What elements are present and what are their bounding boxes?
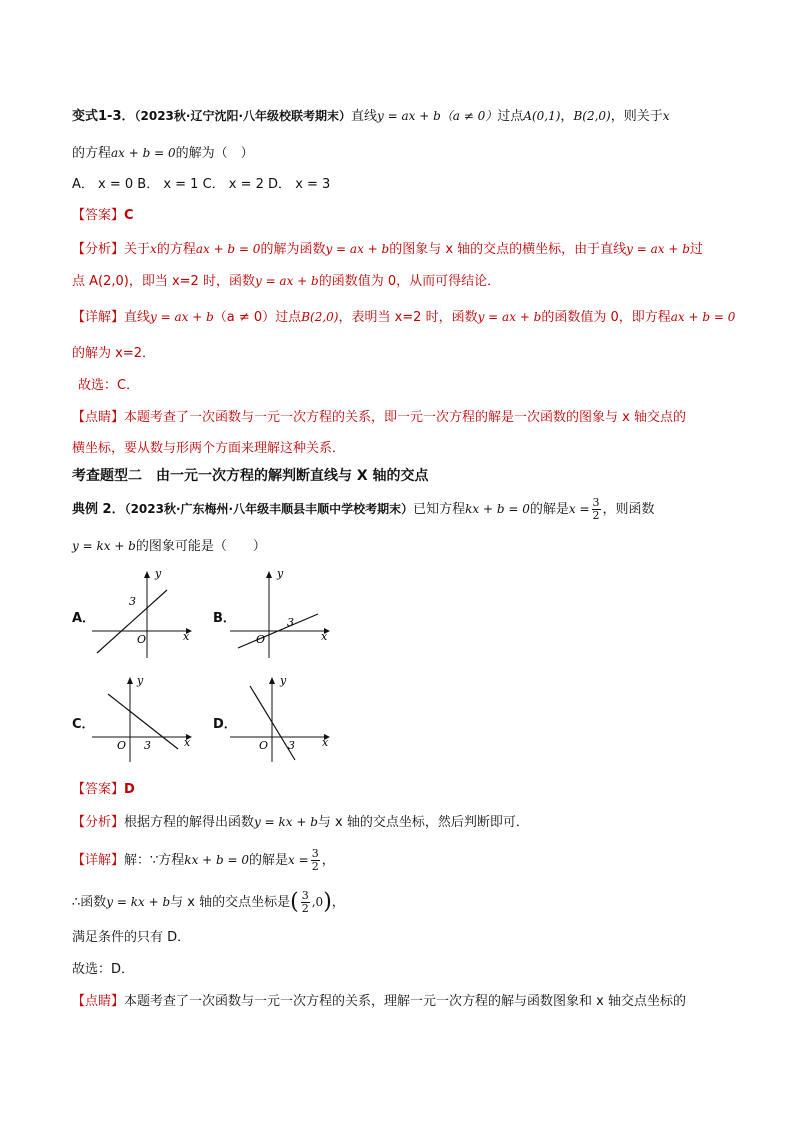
q2-stem-c: ，则函数 xyxy=(602,502,655,517)
q1-stem-c: ，则关于 xyxy=(610,109,663,124)
q1-answer-tag: 【答案】 xyxy=(72,208,125,223)
q1-detail-tag: 【详解】 xyxy=(72,310,125,325)
q2-frac-den: 2 xyxy=(592,509,600,522)
q1-stem-e: 的解为（ ） xyxy=(175,146,254,161)
q1-analysis-1a: 关于 xyxy=(124,242,151,257)
q1-analysis-2a: 点 A(2,0)，即当 x=2 时，函数 xyxy=(72,274,255,289)
q2-point-frac-num: 3 xyxy=(301,889,309,902)
option-d-label: D． xyxy=(213,717,237,732)
q1-point-b: B(2,0) xyxy=(573,109,611,123)
q2-stem-line-2 xyxy=(72,536,266,557)
q2-comment-1: 本题考查了一次函数与一元一次方程的关系，理解一元一次方程的解与函数图象和 x 轴交点坐标的 xyxy=(124,994,686,1009)
q1-label: 变式1-3． xyxy=(72,109,135,124)
q2-analysis-func: y = kx + b xyxy=(254,815,318,829)
q2-func: y = kx + b xyxy=(72,539,136,553)
q1-point-a: A(0,1) xyxy=(523,109,561,123)
q1-detail-1b: （a ≠ 0）过点 xyxy=(213,310,302,325)
q1-analysis-2b: 的函数值为 0，从而可得结论． xyxy=(318,274,501,289)
intercept-label: 3 xyxy=(287,616,294,629)
q2-detail-line-3: 满足条件的只有 D． xyxy=(72,930,191,945)
q1-cond: （a ≠ 0） xyxy=(440,109,498,123)
q2-detail-2b: 与 x 轴的交点坐标是 xyxy=(170,895,291,910)
option-b-graph xyxy=(230,568,340,660)
option-d-graph xyxy=(230,672,340,764)
origin-label: O xyxy=(259,739,269,752)
q2-point-zero: 0 xyxy=(315,895,324,909)
q2-point-open: ( xyxy=(290,889,299,915)
q2-stem-a: 已知方程 xyxy=(413,502,466,517)
y-axis-arrow xyxy=(266,571,272,578)
q1-detail-func2: y = ax + b xyxy=(477,310,542,324)
q1-detail-point: B(2,0) xyxy=(301,310,339,324)
q1-stem-line-1 xyxy=(72,106,670,127)
q1-detail-1c: ，表明当 x=2 时，函数 xyxy=(338,310,478,325)
q1-analysis-tag: 【分析】 xyxy=(72,242,125,257)
q2-detail-x-eq: x = xyxy=(288,853,309,867)
q1-answer: C xyxy=(124,208,134,223)
q1-analysis-1d: 的图象与 x 轴的交点的横坐标，由于直线 xyxy=(389,242,627,257)
q1-var-x: x xyxy=(662,109,670,123)
option-b-label: B． xyxy=(213,611,236,626)
y-axis-label: y xyxy=(137,674,144,687)
q2-detail-tag: 【详解】 xyxy=(72,853,125,868)
q2-comment-tag: 【点睛】 xyxy=(72,994,125,1009)
q2-point-sep: , xyxy=(311,895,316,909)
q1-analysis-line-1 xyxy=(72,239,703,260)
q2-detail-1b: 的解是 xyxy=(249,853,289,868)
q2-detail-2c: ， xyxy=(331,895,345,910)
q2-answer-line xyxy=(72,780,135,800)
q2-detail-eq: kx + b = 0 xyxy=(184,853,250,867)
origin-label: O xyxy=(137,633,147,646)
q1-stem-line-2 xyxy=(72,143,254,164)
q2-detail-fraction xyxy=(311,848,320,873)
origin-label: O xyxy=(256,633,266,646)
q2-detail-1c: ， xyxy=(321,853,335,868)
q2-label: 典例 2． xyxy=(72,502,125,517)
q2-analysis-line xyxy=(72,812,529,833)
q2-source: （2023秋·广东梅州·八年级丰顺县丰顺中学校考期末） xyxy=(124,502,414,516)
y-axis-label: y xyxy=(155,568,162,580)
x-axis-label: x xyxy=(184,736,191,749)
q2-eq: kx + b = 0 xyxy=(465,502,530,516)
q2-comment-line-1 xyxy=(72,992,686,1012)
q1-choose: 故选：C． xyxy=(78,378,140,393)
q1-detail-line-1 xyxy=(72,307,735,328)
q1-stem-a: 直线 xyxy=(351,109,378,124)
q1-analysis-func: y = ax + b xyxy=(325,242,390,256)
q1-analysis-func3: y = ax + b xyxy=(254,274,319,288)
q2-analysis-a: 根据方程的解得出函数 xyxy=(124,815,255,830)
x-axis-label: x xyxy=(183,630,190,643)
q2-analysis-tag: 【分析】 xyxy=(72,815,125,830)
q2-stem-d: 的图象可能是（ ） xyxy=(135,539,266,554)
y-axis-label: y xyxy=(280,674,287,687)
q2-fraction xyxy=(592,497,601,522)
q1-stem-d: 的方程 xyxy=(72,146,112,161)
q1-analysis-1c: 的解为函数 xyxy=(260,242,326,257)
q2-answer: D xyxy=(124,782,135,797)
q1-options: A． x = 0 B． x = 1 C． x = 2 D． x = 3 xyxy=(72,177,331,192)
q1-analysis-eq: ax + b = 0 xyxy=(195,242,261,256)
q2-frac-num: 3 xyxy=(592,496,600,509)
q2-x-eq: x = xyxy=(568,502,590,516)
y-axis-arrow xyxy=(144,571,150,578)
y-axis-arrow xyxy=(269,677,275,684)
q2-detail-1a: 解：∵方程 xyxy=(124,853,185,868)
y-axis-label: y xyxy=(277,568,284,580)
q2-detail-func: y = kx + b xyxy=(106,895,171,909)
q2-detail-line-2 xyxy=(72,890,345,915)
q2-stem-b: 的解是 xyxy=(529,502,569,517)
q2-detail-frac-den: 2 xyxy=(311,860,319,873)
q1-analysis-var: x xyxy=(150,242,157,256)
intercept-label: 3 xyxy=(144,739,151,752)
q2-point-frac-den: 2 xyxy=(301,902,309,915)
q1-detail-eq: ax + b = 0 xyxy=(670,310,736,324)
q2-point-fraction xyxy=(301,890,310,915)
q2-point-close: ) xyxy=(323,889,332,915)
q2-analysis-b: 与 x 轴的交点坐标，然后判断即可． xyxy=(317,815,529,830)
q1-comment-line-1 xyxy=(72,408,686,428)
q1-source: （2023秋·辽宁沈阳·八年级校联考期末） xyxy=(134,109,352,123)
q1-stem-b: 过点 xyxy=(497,109,524,124)
option-c-graph xyxy=(92,672,202,764)
q2-detail-line-1 xyxy=(72,848,335,873)
q1-comma: ， xyxy=(560,109,574,124)
q1-analysis-line-2 xyxy=(72,271,500,292)
intercept-label: 3 xyxy=(129,595,136,608)
q1-comment-line-2: 横坐标，要从数与形两个方面来理解这种关系． xyxy=(72,441,346,456)
option-c-label: C． xyxy=(72,717,95,732)
q1-detail-1d: 的函数值为 0，即方程 xyxy=(541,310,671,325)
q2-stem-line-1 xyxy=(72,497,655,522)
q1-analysis-func2: y = ax + b xyxy=(626,242,690,256)
q1-comment-tag: 【点睛】 xyxy=(72,410,125,425)
q1-answer-line xyxy=(72,206,134,226)
section-title: 考查题型二 由一元一次方程的解判断直线与 X 轴的交点 xyxy=(72,468,429,484)
option-a-graph xyxy=(92,568,202,660)
q1-eq: ax + b = 0 xyxy=(111,146,176,160)
option-a-label: A． xyxy=(72,611,96,626)
q1-detail-func: y = ax + b xyxy=(150,310,214,324)
q1-analysis-1e: 过 xyxy=(689,242,703,257)
q1-analysis-1b: 的方程 xyxy=(156,242,196,257)
q1-detail-1a: 直线 xyxy=(124,310,151,325)
q2-detail-frac-num: 3 xyxy=(311,847,319,860)
x-axis-label: x xyxy=(321,630,328,643)
intercept-label: 3 xyxy=(288,739,295,752)
x-axis-label: x xyxy=(322,736,329,749)
q2-choose: 故选：D． xyxy=(72,962,135,977)
q2-detail-2a: ∴函数 xyxy=(72,895,107,910)
y-axis-arrow xyxy=(127,677,133,684)
q1-line-eq: y = ax + b xyxy=(377,109,441,123)
q1-detail-line-2: 的解为 x=2． xyxy=(72,346,155,361)
origin-label: O xyxy=(117,739,127,752)
q1-comment-1: 本题考查了一次函数与一元一次方程的关系，即一元一次方程的解是一次函数的图象与 x 轴交点的 xyxy=(124,410,686,425)
q2-answer-tag: 【答案】 xyxy=(72,782,125,797)
